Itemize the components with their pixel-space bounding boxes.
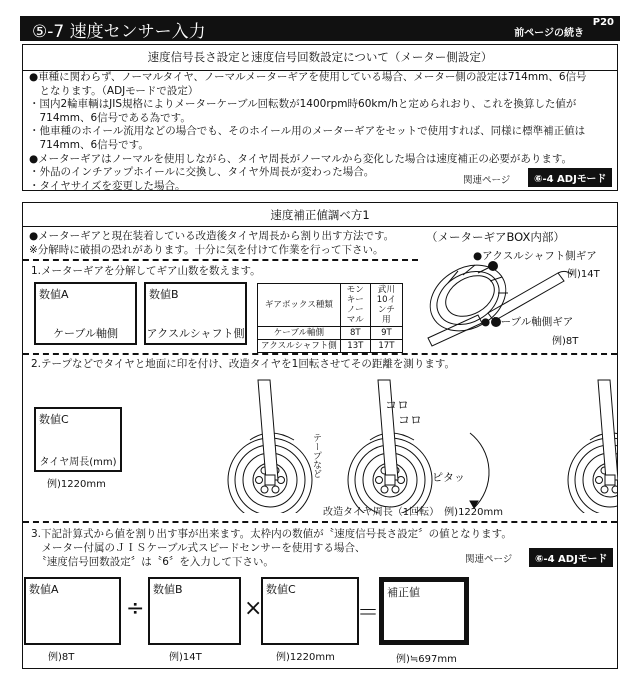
line: 3.下記計算式から値を割り出す事が出来ます。太枠内の数値が〝速度信号長さ設定〞の値となります。 [31, 528, 512, 540]
line: ●車種に関わらず、ノーマルタイヤ、ノーマルメーターギアを使用している場合、メーター側の設定は714mm、6信号 [29, 71, 587, 83]
axle-gear-example: 例)14T [567, 269, 600, 280]
line: 〝速度信号回数設定〞は〝6〞を入力して下さい。 [31, 556, 274, 568]
line: ・タイヤサイズを変更した場合。 [29, 179, 186, 192]
related-page-link[interactable]: ⑥-4 ADJモード [528, 168, 612, 187]
cable-gear-example: 例)8T [552, 336, 579, 347]
value-b-box [144, 282, 247, 345]
table-header: モンキー ノーマル [340, 284, 370, 327]
hub-hole [376, 477, 383, 484]
settings-note-box [22, 44, 618, 191]
value-b-label: 数値B [149, 288, 179, 301]
related-page-label: 関連ページ [463, 175, 511, 186]
hub-hole [261, 486, 268, 493]
cell: 8T [340, 327, 370, 340]
formula-label: 数値C [266, 583, 296, 596]
cell: 13T [340, 340, 370, 353]
formula-value-c-box [261, 577, 359, 645]
section-title: 速度補正値調べ方1 [23, 203, 617, 227]
line: 714mm、6信号である為です。 [29, 111, 191, 124]
line: ・他車種のホイール流用などの場合でも、そのホイール用のメーターギアをセットで使用すれば、同様に標準補正値は [29, 125, 586, 138]
divide-sign: ÷ [126, 596, 145, 621]
related-page-label: 関連ページ [465, 554, 513, 565]
line: 714mm、6信号です。 [29, 138, 149, 151]
continued-label: 前ページの続き [514, 28, 584, 39]
hub-hole [398, 477, 405, 484]
hub-hole [392, 486, 399, 493]
page-header [20, 16, 620, 41]
hub-hole [601, 486, 608, 493]
value-a-label: 数値A [39, 288, 69, 301]
cable-gear-label: ●ケーブル軸側ギア [481, 316, 574, 328]
formula-label: 数値B [153, 583, 183, 596]
formula-example: 例)8T [48, 652, 75, 663]
page-title: ⑤-7 速度センサー入力 [32, 22, 206, 42]
value-c-label: 数値C [39, 413, 69, 426]
related-page-link[interactable]: ⑥-4 ADJモード [529, 548, 613, 567]
formula-value-a-box [24, 577, 121, 645]
axle [265, 475, 275, 485]
table-row [258, 327, 403, 340]
value-c-sub: タイヤ周長(mm) [39, 457, 117, 468]
section-title: 速度信号長さ設定と速度信号回数設定について（メーター側設定） [23, 49, 617, 71]
koro-text: コロ [385, 398, 410, 412]
hub-hole [381, 486, 388, 493]
formula-value-b-box [148, 577, 241, 645]
value-a-box [34, 282, 137, 345]
divider [23, 259, 418, 261]
hub-hole [596, 477, 603, 484]
gearbox-title: （メーターギアBOX内部） [426, 230, 565, 244]
gear-table [257, 283, 403, 353]
formula-label: 数値A [29, 583, 59, 596]
tape-label: テープなど [311, 433, 321, 478]
multiply-sign: × [244, 596, 263, 621]
formula-label: 補正値 [387, 586, 420, 599]
cell: 9T [370, 327, 402, 340]
line: ・外品のインチアップホイールに交換し、タイヤ外周長が変わった場合。 [29, 166, 375, 179]
table-row [258, 340, 403, 353]
value-c-example: 例)1220mm [47, 479, 106, 490]
line: となります。（ADJモードで設定） [29, 84, 199, 97]
intro-text [29, 230, 394, 257]
correction-value-box [379, 577, 469, 645]
line: ●メーターギアはノーマルを使用しながら、タイヤ周長がノーマルから変化した場合は速度補正の必要があります。 [29, 152, 572, 165]
measure-label: 改造タイヤ周長（1回転） 例)1220mm [323, 507, 503, 518]
axle [385, 475, 395, 485]
line: ・国内2輪車輌はJIS規格によりメーターケーブル回転数が1400rpm時60km/hと定められおり、これを換算した値が [29, 98, 577, 111]
value-a-sub: ケーブル軸側 [52, 327, 118, 340]
correction-method-box [22, 202, 618, 669]
tire-measurement-illustration [208, 373, 618, 513]
hub-hole [272, 486, 279, 493]
formula-example: 例)1220mm [276, 652, 335, 663]
formula-example: 例)14T [169, 652, 202, 663]
value-b-sub: アクスルシャフト側 [146, 327, 245, 340]
cell: 17T [370, 340, 402, 353]
koro-text: コロ [398, 413, 423, 427]
step1-text: 1.メーターギアを分解してギア山数を数えます。 [31, 265, 261, 277]
value-c-box [34, 407, 122, 472]
line: ●メーターギアと現在装着している改造後タイヤ周長から割り出す方法です。 [29, 230, 395, 242]
cell: ケーブル軸側 [258, 327, 341, 340]
table-header: ギアボックス種類 [258, 284, 341, 327]
hub-hole [612, 486, 618, 493]
line: メーター付属のＪＩＳケーブル式スピードセンサーを使用する場合、 [31, 542, 366, 554]
pita-text: ピタッ [432, 471, 465, 484]
hub-hole [256, 477, 263, 484]
formula-example: 例)≒697mm [396, 654, 457, 665]
divider [23, 353, 617, 355]
divider [23, 521, 617, 523]
page-number: P20 [592, 17, 614, 28]
rotation-arrow [470, 433, 489, 508]
table-header: 武川 10インチ用 [370, 284, 402, 327]
step2-text: 2.テープなどでタイヤと地面に印を付け、改造タイヤを1回転させてその距離を測ります。 [31, 358, 455, 370]
equals-sign: ＝ [357, 601, 380, 626]
hub-hole [278, 477, 285, 484]
step3-text [31, 527, 512, 569]
cell: アクスルシャフト側 [258, 340, 341, 353]
axle-gear-label: ●アクスルシャフト側ギア [473, 250, 597, 262]
line: ※分解時に破損の恐れがあります。十分に気を付けて作業を行って下さい。 [29, 243, 384, 256]
axle [605, 475, 615, 485]
